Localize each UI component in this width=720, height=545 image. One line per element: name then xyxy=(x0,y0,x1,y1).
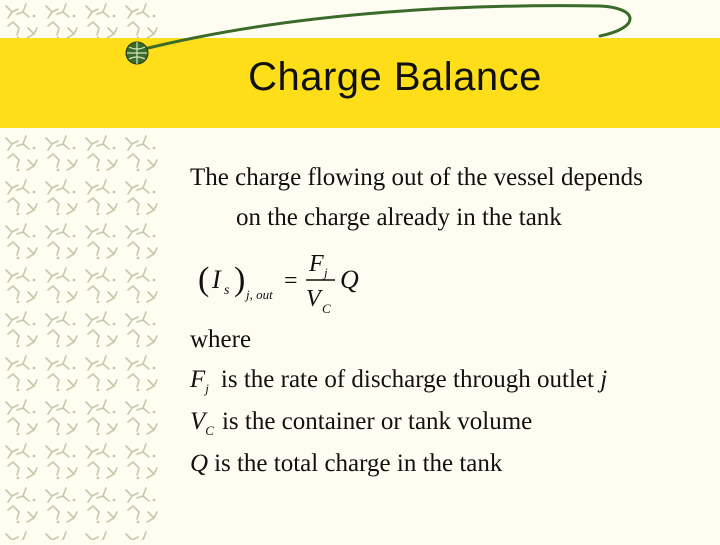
def-symbol-sub: j xyxy=(205,381,209,396)
eq-equals: = xyxy=(284,268,298,294)
eq-lhs-var: I xyxy=(212,265,221,294)
definition-row xyxy=(190,450,502,478)
def-trailing: j xyxy=(600,366,608,393)
def-symbol: Q xyxy=(190,450,209,477)
def-symbol: V xyxy=(190,408,206,435)
eq-lhs-sub: s xyxy=(224,283,230,298)
eq-paren-close: ) xyxy=(234,261,246,298)
eq-lhs-outer-sub: j, out xyxy=(246,287,273,302)
intro-line-1: The charge flowing out of the vessel depends xyxy=(190,164,643,191)
charge-equation xyxy=(190,246,390,326)
eq-numerator: F xyxy=(309,251,324,277)
eq-paren-open: ( xyxy=(198,261,210,298)
where-label: where xyxy=(190,326,252,353)
definition-row xyxy=(190,408,532,436)
eq-rhs-var: Q xyxy=(340,265,359,294)
swoosh-decoration-icon xyxy=(0,0,720,60)
slide-title: Charge Balance xyxy=(248,55,542,99)
def-symbol-sub: C xyxy=(205,423,214,438)
def-text: is the container or tank volume xyxy=(221,408,533,435)
def-text: is the total charge in the tank xyxy=(214,450,503,477)
definition-row xyxy=(190,366,607,394)
eq-denominator-sub: C xyxy=(322,301,331,316)
def-text: is the rate of discharge through outlet xyxy=(220,366,594,393)
eq-numerator-sub: j xyxy=(324,265,328,280)
intro-line-2: on the charge already in the tank xyxy=(236,204,562,231)
eq-denominator: V xyxy=(306,286,321,312)
def-symbol: F xyxy=(190,366,206,393)
